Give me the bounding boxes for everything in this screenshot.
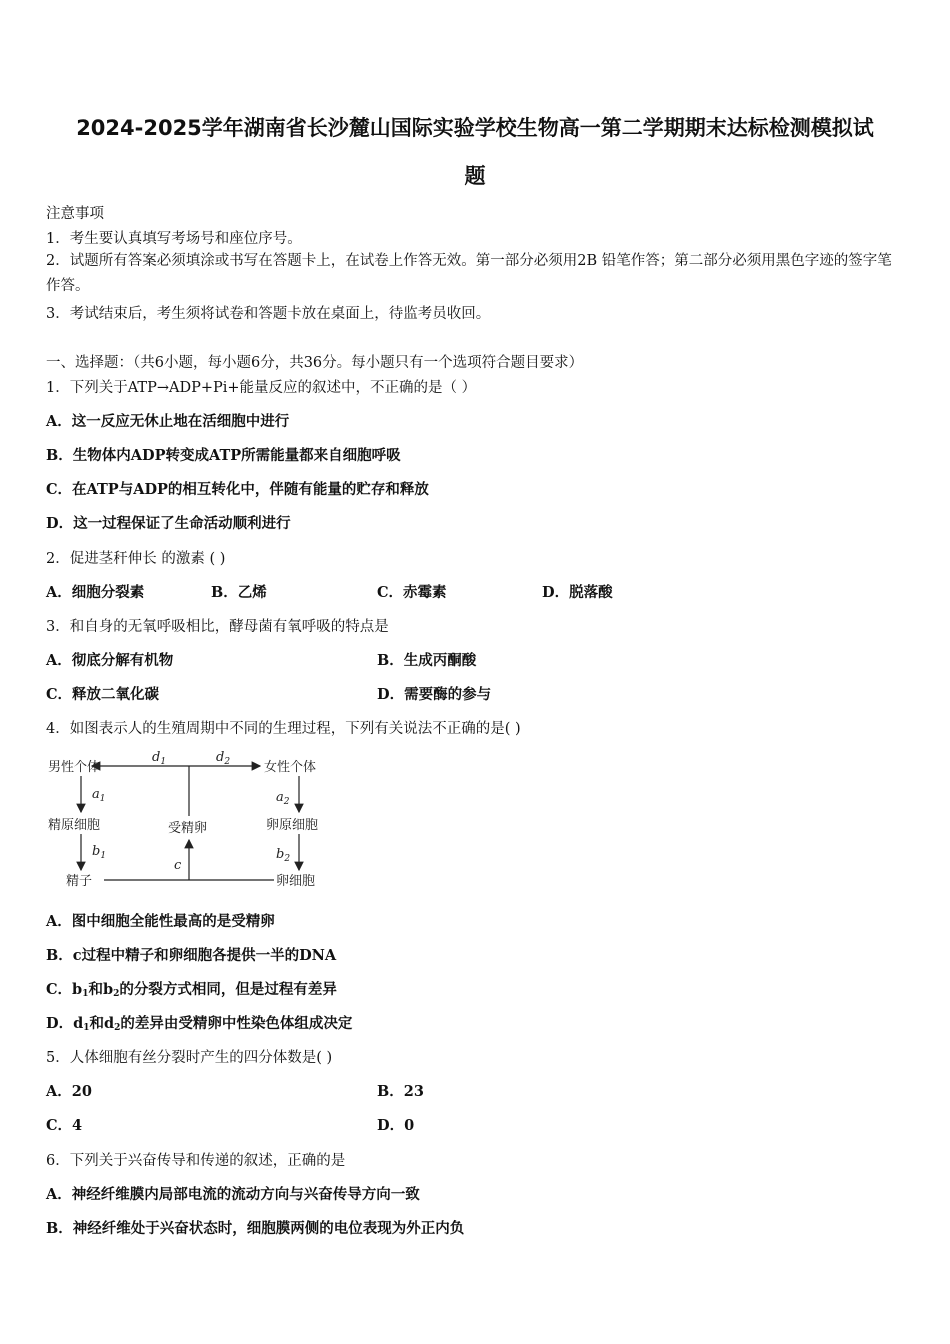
q4-option-a: A．图中细胞全能性最高的是受精卵: [46, 913, 275, 930]
q3-option-a: A．彻底分解有机物: [46, 652, 174, 669]
q3-option-d: D．需要酶的参与: [377, 686, 492, 703]
reproduction-cycle-diagram: [44, 748, 344, 893]
q2-option-d: D．脱落酸: [542, 584, 613, 601]
q1-option-b: B．生物体内ADP转变成ATP所需能量都来自细胞呼吸: [46, 447, 401, 464]
notes-heading: 注意事项: [46, 206, 104, 222]
node-female: 女性个体: [264, 760, 317, 775]
q5-option-b: B．23: [377, 1083, 424, 1100]
note-item-2: 2．试题所有答案必须填涂或书写在答题卡上，在试卷上作答无效。第一部分必须用2B 铅笔作答；第二部分必须用黑色字迹的签字笔作答。: [46, 253, 892, 294]
page-title: 2024-2025学年湖南省长沙麓山国际实验学校生物高一第二学期期末达标检测模拟试: [76, 116, 874, 140]
label-b2: $b_2$: [276, 847, 291, 864]
q1-option-c: C．在ATP与ADP的相互转化中，伴随有能量的贮存和释放: [46, 481, 429, 498]
q2-option-c: C．赤霉素: [377, 584, 447, 601]
q5-option-c: C．4: [46, 1117, 83, 1134]
q6-option-b: B．神经纤维处于兴奋状态时，细胞膜两侧的电位表现为外正内负: [46, 1220, 465, 1237]
label-a1: $a_1$: [92, 787, 106, 804]
q3-option-c: C．释放二氧化碳: [46, 686, 160, 703]
q4-option-d: D．$d_1$和$d_2$的差异由受精卵中性染色体组成决定: [46, 1015, 353, 1033]
label-d2: $d_2$: [216, 750, 231, 767]
q6-stem: 6．下列关于兴奋传导和传递的叙述，正确的是: [46, 1153, 346, 1169]
label-a2: $a_2$: [276, 790, 290, 807]
node-male: 男性个体: [48, 760, 101, 775]
node-spermatogonium: 精原细胞: [48, 818, 101, 833]
q2-stem: 2．促进茎秆伸长 的激素 ( ): [46, 551, 226, 567]
page-title-continued: 题: [464, 164, 486, 188]
q2-option-a: A．细胞分裂素: [46, 584, 145, 601]
q1-option-d: D．这一过程保证了生命活动顺利进行: [46, 515, 291, 532]
q5-stem: 5．人体细胞有丝分裂时产生的四分体数是( ): [46, 1050, 333, 1066]
q1-option-a: A．这一反应无休止地在活细胞中进行: [46, 413, 290, 430]
q4-option-c: C．$b_1$和$b_2$的分裂方式相同，但是过程有差异: [46, 981, 337, 999]
q3-option-b: B．生成丙酮酸: [377, 652, 477, 669]
q1-stem: 1．下列关于ATP→ADP+Pi+能量反应的叙述中，不正确的是（ ）: [46, 380, 477, 396]
note-item-1: 1．考生要认真填写考场号和座位序号。: [46, 231, 302, 247]
q4-stem: 4．如图表示人的生殖周期中不同的生理过程，下列有关说法不正确的是( ): [46, 721, 521, 737]
label-b1: $b_1$: [92, 844, 107, 861]
q6-option-a: A．神经纤维膜内局部电流的流动方向与兴奋传导方向一致: [46, 1186, 420, 1203]
label-c: c: [174, 858, 182, 873]
node-oogonium: 卵原细胞: [266, 818, 319, 833]
node-egg: 卵细胞: [276, 874, 316, 889]
q2-option-b: B．乙烯: [211, 584, 267, 601]
q5-option-d: D．0: [377, 1117, 415, 1134]
node-sperm: 精子: [66, 874, 93, 889]
q3-stem: 3．和自身的无氧呼吸相比，酵母菌有氧呼吸的特点是: [46, 619, 389, 635]
note-item-3: 3．考试结束后，考生须将试卷和答题卡放在桌面上，待监考员收回。: [46, 306, 491, 322]
section-heading: 一、选择题：（共6小题，每小题6分，共36分。每小题只有一个选项符合题目要求）: [46, 355, 584, 371]
q5-option-a: A．20: [46, 1083, 92, 1100]
label-d1: $d_1$: [152, 750, 167, 767]
node-zygote: 受精卵: [168, 821, 208, 836]
q4-option-b: B．c过程中精子和卵细胞各提供一半的DNA: [46, 947, 337, 964]
